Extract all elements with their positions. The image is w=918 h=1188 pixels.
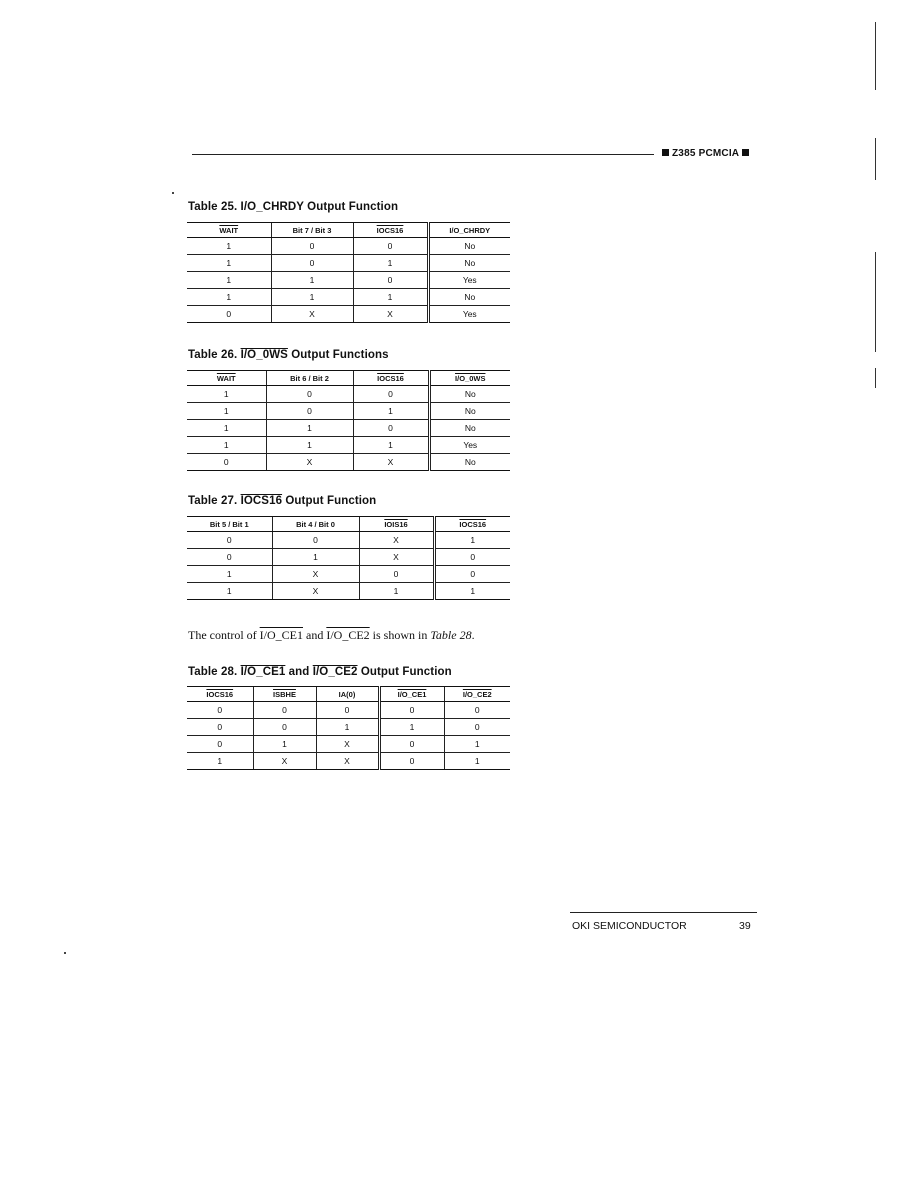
table-cell: 0: [187, 736, 253, 753]
table-cell: 1: [444, 753, 510, 770]
table-cell: 0: [444, 702, 510, 719]
table-cell: X: [316, 736, 379, 753]
column-header: Bit 4 / Bit 0: [272, 517, 359, 532]
table-row: [187, 403, 510, 420]
table-row: [187, 386, 510, 403]
table-25-caption: Table 25. I/O_CHRDY Output Function: [188, 201, 399, 213]
table-row: [187, 532, 510, 549]
table-cell: 1: [187, 753, 253, 770]
column-header: Bit 5 / Bit 1: [187, 517, 272, 532]
table-cell: 0: [353, 420, 429, 437]
column-header: ISBHE: [253, 687, 316, 702]
column-header: WAIT: [187, 223, 271, 238]
table-cell: 1: [353, 255, 428, 272]
scan-edge-line: [875, 368, 876, 388]
table-cell: 0: [272, 532, 359, 549]
table-cell: X: [353, 454, 429, 471]
table-cell: 1: [272, 549, 359, 566]
table-cell: 0: [187, 549, 272, 566]
table-cell: Yes: [428, 272, 510, 289]
table-cell: 1: [187, 255, 271, 272]
column-header: IA(0): [316, 687, 379, 702]
table-reference: Table 28: [430, 628, 472, 642]
table-cell: 1: [434, 532, 510, 549]
table-28: [187, 686, 510, 770]
scan-speck: [64, 952, 66, 954]
table-cell: 0: [187, 702, 253, 719]
table-cell: No: [429, 454, 510, 471]
column-header: Bit 6 / Bit 2: [266, 371, 353, 386]
table-cell: 1: [187, 566, 272, 583]
table-cell: 1: [353, 437, 429, 454]
table-cell: 1: [353, 403, 429, 420]
table-cell: 0: [271, 255, 353, 272]
square-bullet-icon: [662, 149, 669, 156]
table-cell: X: [271, 306, 353, 323]
table-cell: 0: [187, 532, 272, 549]
table-cell: X: [353, 306, 428, 323]
page-number: 39: [739, 920, 751, 932]
table-cell: 0: [379, 753, 444, 770]
scan-edge-line: [875, 22, 876, 90]
table-cell: X: [253, 753, 316, 770]
table-cell: 1: [187, 420, 266, 437]
table-cell: 1: [271, 289, 353, 306]
table-cell: 0: [187, 454, 266, 471]
table-row: [187, 753, 510, 770]
column-header: IOCS16: [353, 223, 428, 238]
table-cell: 1: [379, 719, 444, 736]
table-row: [187, 306, 510, 323]
table-cell: 0: [187, 719, 253, 736]
table-cell: 0: [353, 386, 429, 403]
table-cell: 0: [353, 238, 428, 255]
table-cell: Yes: [428, 306, 510, 323]
square-bullet-icon: [742, 149, 749, 156]
column-header: IOIS16: [359, 517, 434, 532]
table-cell: 1: [187, 238, 271, 255]
table-cell: 1: [266, 437, 353, 454]
scan-edge-line: [875, 252, 876, 352]
table-27: [187, 516, 510, 600]
table-row: [187, 549, 510, 566]
table-cell: No: [428, 238, 510, 255]
table-cell: 1: [271, 272, 353, 289]
table-cell: No: [428, 255, 510, 272]
table-cell: 0: [379, 736, 444, 753]
table-row: [187, 289, 510, 306]
table-cell: 0: [353, 272, 428, 289]
table-cell: No: [429, 403, 510, 420]
table-cell: 1: [187, 386, 266, 403]
table-cell: No: [429, 420, 510, 437]
header-title: Z385 PCMCIA: [672, 148, 740, 159]
table-row: [187, 238, 510, 255]
table-row: [187, 255, 510, 272]
table-cell: No: [428, 289, 510, 306]
table-cell: 1: [266, 420, 353, 437]
table-cell: 1: [187, 583, 272, 600]
table-cell: 1: [316, 719, 379, 736]
scan-speck: [172, 192, 174, 194]
table-cell: 1: [359, 583, 434, 600]
table-cell: 0: [434, 549, 510, 566]
table-row: [187, 736, 510, 753]
table-cell: 0: [434, 566, 510, 583]
table-cell: 0: [359, 566, 434, 583]
table-cell: 0: [266, 403, 353, 420]
table-cell: 1: [253, 736, 316, 753]
table-cell: X: [272, 583, 359, 600]
table-cell: Yes: [429, 437, 510, 454]
header-rule: [192, 154, 654, 155]
table-cell: 0: [187, 306, 271, 323]
table-row: [187, 272, 510, 289]
column-header: I/O_CE2: [444, 687, 510, 702]
table-header-row: [187, 517, 510, 532]
table-cell: 1: [187, 403, 266, 420]
table-cell: 0: [271, 238, 353, 255]
table-28-caption: Table 28. I/O_CE1 and I/O_CE2 Output Function: [188, 666, 452, 678]
table-cell: 1: [434, 583, 510, 600]
table-cell: 0: [266, 386, 353, 403]
column-header: I/O_CE1: [379, 687, 444, 702]
column-header: WAIT: [187, 371, 266, 386]
table-row: [187, 454, 510, 471]
footer-company: OKI SEMICONDUCTOR: [572, 920, 687, 932]
column-header: IOCS16: [353, 371, 429, 386]
footer-rule: [570, 912, 757, 913]
table-cell: 1: [187, 289, 271, 306]
table-cell: 0: [253, 702, 316, 719]
table-cell: 0: [253, 719, 316, 736]
table-cell: 0: [444, 719, 510, 736]
table-cell: X: [316, 753, 379, 770]
table-cell: 1: [187, 437, 266, 454]
table-26: [187, 370, 510, 471]
table-cell: 1: [353, 289, 428, 306]
table-header-row: [187, 371, 510, 386]
table-cell: 0: [379, 702, 444, 719]
column-header: I/O_0WS: [429, 371, 510, 386]
body-paragraph: The control of I/O_CE1 and I/O_CE2 is shown in Table 28.: [188, 628, 475, 642]
column-header: IOCS16: [434, 517, 510, 532]
column-header: IOCS16: [187, 687, 253, 702]
table-row: [187, 566, 510, 583]
table-cell: X: [266, 454, 353, 471]
table-26-caption: Table 26. I/O_0WS Output Functions: [188, 349, 389, 361]
table-row: [187, 583, 510, 600]
table-row: [187, 702, 510, 719]
table-25: [187, 222, 510, 323]
table-row: [187, 420, 510, 437]
table-header-row: [187, 223, 510, 238]
table-row: [187, 437, 510, 454]
running-header: [662, 148, 749, 159]
table-cell: 0: [316, 702, 379, 719]
table-cell: 1: [444, 736, 510, 753]
column-header: I/O_CHRDY: [428, 223, 510, 238]
table-header-row: [187, 687, 510, 702]
table-cell: X: [359, 532, 434, 549]
column-header: Bit 7 / Bit 3: [271, 223, 353, 238]
table-row: [187, 719, 510, 736]
table-cell: No: [429, 386, 510, 403]
table-cell: 1: [187, 272, 271, 289]
table-cell: X: [272, 566, 359, 583]
scan-edge-line: [875, 138, 876, 180]
table-27-caption: Table 27. IOCS16 Output Function: [188, 495, 377, 507]
table-cell: X: [359, 549, 434, 566]
